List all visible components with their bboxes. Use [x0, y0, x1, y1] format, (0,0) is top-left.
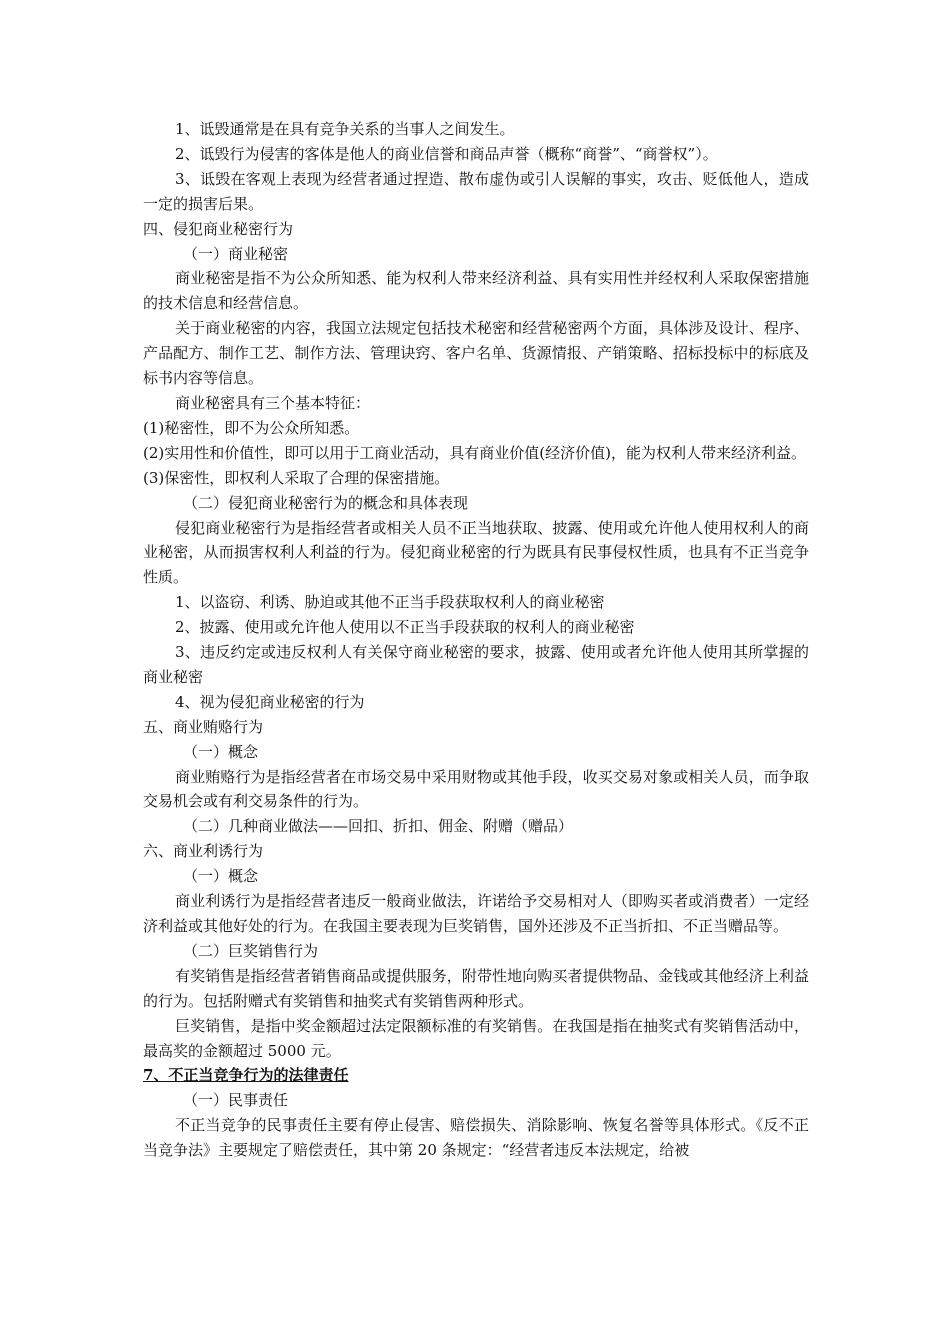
subheading-5-2: （二）几种商业做法——回扣、折扣、佣金、附赠（赠品） [183, 817, 574, 836]
subheading-4-2: （二）侵犯商业秘密行为的概念和具体表现 [183, 493, 469, 512]
subheading-5-1: （一）概念 [183, 742, 259, 761]
paragraph-big-prize-sales: 巨奖销售，是指中奖金额超过法定限额标准的有奖销售。在我国是指在抽奖式有奖销售活动中，最高奖的金额超过 5000 元。 [143, 1016, 809, 1060]
paragraph-defamation-3: 3、诋毁在客观上表现为经营者通过捏造、散布虚伪或引人误解的事实，攻击、贬低他人，造成一定的损害后果。 [143, 169, 809, 213]
paragraph-defamation-2: 2、诋毁行为侵害的客体是他人的商业信誉和商品声誉（概称“商誉”、“商誉权”）。 [175, 144, 718, 163]
list-item-utility: (2)实用性和价值性，即可以用于工商业活动，具有商业价值(经济价值)，能为权利人带来经济利益。 [143, 443, 806, 462]
subheading-7-1: （一）民事责任 [183, 1091, 289, 1110]
paragraph-bribery-definition: 商业贿赂行为是指经营者在市场交易中采用财物或其他手段，收买交易对象或相关人员，而争取交易机会或有利交易条件的行为。 [143, 767, 809, 811]
paragraph-infringement-2: 2、披露、使用或允许他人使用以不正当手段获取的权利人的商业秘密 [175, 618, 635, 637]
paragraph-infringement-4: 4、视为侵犯商业秘密的行为 [175, 692, 365, 711]
paragraph-prize-sales: 有奖销售是指经营者销售商品或提供服务，附带性地向购买者提供物品、金钱或其他经济上利益的行为。包括附赠式有奖销售和抽奖式有奖销售两种形式。 [143, 966, 809, 1010]
subheading-6-1: （一）概念 [183, 867, 259, 886]
paragraph-civil-liability: 不正当竞争的民事责任主要有停止侵害、赔偿损失、消除影响、恢复名誉等具体形式。《反不正当竞争法》主要规定了赔偿责任，其中第 20 条规定：“经营者违反本法规定，给被 [143, 1116, 809, 1160]
paragraph-infringement-definition: 侵犯商业秘密行为是指经营者或相关人员不正当地获取、披露、使用或允许他人使用权利人的商业秘密，从而损害权利人利益的行为。侵犯商业秘密的行为既具有民事侵权性质，也具有不正当竞争性质。 [143, 518, 809, 587]
subheading-6-2: （二）巨奖销售行为 [183, 941, 319, 960]
paragraph-trade-secret-definition: 商业秘密是指不为公众所知悉、能为权利人带来经济利益、具有实用性并经权利人采取保密措施的技术信息和经营信息。 [143, 269, 809, 313]
paragraph-infringement-3: 3、违反约定或违反权利人有关保守商业秘密的要求，披露、使用或者允许他人使用其所掌握的商业秘密 [143, 643, 809, 686]
paragraph-trade-secret-content: 关于商业秘密的内容，我国立法规定包括技术秘密和经营秘密两个方面，具体涉及设计、程序、产品配方、制作工艺、制作方法、管理诀窍、客户名单、货源情报、产销策略、招标投标中的标底及标书内容等信息。 [143, 319, 809, 388]
paragraph-defamation-1: 1、诋毁通常是在具有竞争关系的当事人之间发生。 [175, 120, 515, 138]
list-item-secrecy: (1)秘密性，即不为公众所知悉。 [143, 418, 360, 437]
paragraph-trade-secret-features: 商业秘密具有三个基本特征： [175, 393, 371, 412]
heading-section-4: 四、侵犯商业秘密行为 [143, 219, 294, 238]
heading-section-5: 五、商业贿赂行为 [143, 717, 264, 736]
document-body [143, 117, 809, 1163]
paragraph-infringement-1: 1、以盗窃、利诱、胁迫或其他不正当手段获取权利人的商业秘密 [175, 593, 605, 612]
list-item-confidentiality: (3)保密性，即权利人采取了合理的保密措施。 [143, 468, 450, 487]
heading-section-7: 7、不正当竞争行为的法律责任 [143, 1066, 349, 1085]
paragraph-inducement-definition: 商业利诱行为是指经营者违反一般商业做法，许诺给予交易相对人（即购买者或消费者）一定经济利益或其他好处的行为。在我国主要表现为巨奖销售，国外还涉及不正当折扣、不正当赠品等。 [143, 892, 809, 935]
subheading-4-1: （一）商业秘密 [183, 244, 289, 263]
heading-section-6: 六、商业利诱行为 [143, 842, 264, 861]
